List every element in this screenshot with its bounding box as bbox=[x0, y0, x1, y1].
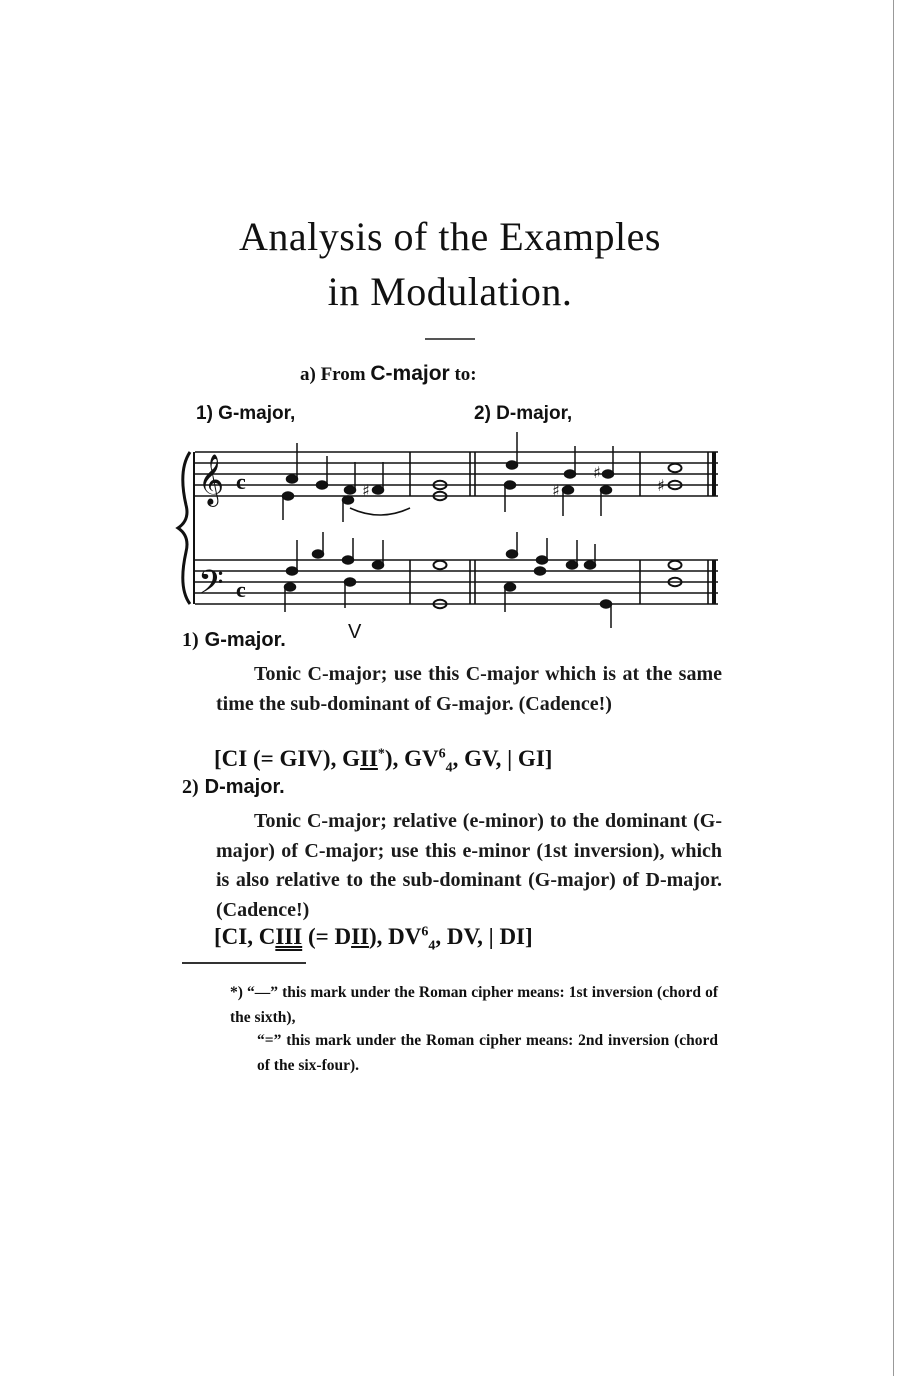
subheading-key: C-major bbox=[370, 362, 450, 385]
bass-clef-icon: 𝄢 bbox=[198, 564, 224, 610]
svg-text:♯: ♯ bbox=[657, 476, 665, 495]
svg-text:♯: ♯ bbox=[362, 481, 370, 500]
formula1-end: , GV, | GI] bbox=[452, 746, 553, 771]
section-2-formula bbox=[214, 924, 533, 954]
formula2-end: , DV, | DI] bbox=[435, 924, 533, 949]
section-2-heading bbox=[182, 776, 285, 799]
subheading-prefix: a) From bbox=[300, 364, 366, 385]
formula1-star: * bbox=[377, 746, 385, 762]
section-2-text: Tonic C-major; relative (e-minor) to the dominant (G-major) of C-major; use this e-minor (1st inversion), which is also relative to the sub-dominant (G-major) of D-major. (Cadence!) bbox=[216, 810, 722, 921]
formula1-open: [CI (= GIV), G bbox=[214, 746, 360, 771]
section-2-title: D-major. bbox=[204, 776, 285, 798]
section-1-title: G-major. bbox=[204, 629, 286, 651]
formula2-open: [CI, C bbox=[214, 924, 276, 949]
svg-text:♯: ♯ bbox=[552, 481, 560, 500]
brace bbox=[178, 452, 190, 604]
formula2-mid1: (= D bbox=[302, 924, 352, 949]
treble-clef-icon: 𝄞 bbox=[198, 454, 225, 505]
footnote-divider bbox=[182, 962, 306, 964]
bass-notes bbox=[285, 532, 682, 628]
accent-mark: V bbox=[348, 621, 362, 640]
formula2-numeral: III bbox=[275, 924, 303, 949]
footnote-1: *) “—” this mark under the Roman cipher means: 1st inversion (chord of the sixth), bbox=[230, 984, 718, 1026]
formula1-mid: ), GV bbox=[384, 746, 439, 771]
time-signature-bass: c bbox=[236, 577, 246, 602]
page-title-line1: Analysis of the Examples bbox=[239, 214, 661, 259]
example-label-1: 1) G-major, bbox=[196, 403, 296, 424]
svg-text:♯: ♯ bbox=[593, 463, 601, 482]
section-2-number: 2) bbox=[182, 776, 199, 798]
formula2-mid2: ), DV bbox=[368, 924, 422, 949]
footnote-2: “=” this mark under the Roman cipher means: 2nd inversion (chord of the six-four). bbox=[257, 1032, 718, 1074]
section-1-heading bbox=[182, 629, 286, 652]
page-title-line2: in Modulation. bbox=[327, 269, 573, 314]
formula2-sup: 6 bbox=[421, 924, 429, 940]
subheading-suffix: to: bbox=[454, 364, 477, 385]
example-label-2: 2) D-major, bbox=[474, 403, 573, 424]
section-1-text: Tonic C-major; use this C-major which is at the same time the sub-dominant of G-major. (Cadence!) bbox=[216, 663, 722, 715]
time-signature-treble: c bbox=[236, 469, 246, 494]
section-1-number: 1) bbox=[182, 629, 199, 651]
formula2-numeral2: II bbox=[351, 924, 369, 949]
formula2-sub: 4 bbox=[428, 938, 436, 954]
music-score bbox=[0, 0, 900, 640]
section-1-formula bbox=[214, 746, 553, 776]
treble-notes bbox=[283, 432, 682, 522]
formula1-numeral: II bbox=[360, 746, 378, 771]
tie-mark bbox=[350, 508, 410, 515]
formula1-sub: 4 bbox=[445, 760, 453, 776]
formula1-sup: 6 bbox=[438, 746, 446, 762]
